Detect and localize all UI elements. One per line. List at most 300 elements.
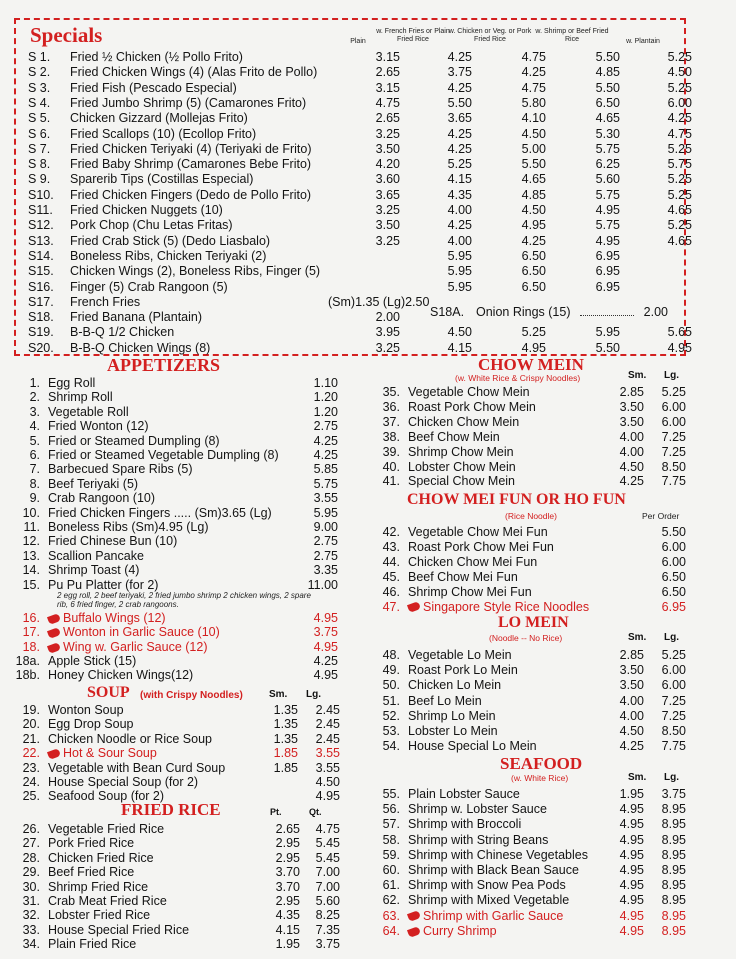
- item-name: [48, 703, 124, 718]
- item-price-sm: 4.25: [619, 739, 644, 754]
- soup-row: [10, 703, 340, 718]
- item-code: 18b.: [15, 668, 40, 683]
- item-code: 17.: [22, 625, 40, 640]
- item-price-price: 3.55: [313, 491, 338, 506]
- item-code: 18a.: [15, 654, 40, 668]
- soup-row: [10, 775, 340, 790]
- soup-subtitle: (with Crispy Noodles): [140, 690, 243, 701]
- item-price-price: 6.50: [661, 569, 686, 584]
- special-price-p2: 4.00: [447, 233, 472, 248]
- seafood-row: [372, 848, 692, 863]
- item-price-sm: 4.00: [619, 444, 644, 459]
- fried-rice-col-pt: Pt.: [270, 807, 282, 817]
- item-price-price: 5.75: [313, 476, 338, 491]
- item-code: 53.: [382, 724, 400, 738]
- lo-mein-row: [372, 648, 692, 663]
- special-price-p5: 5.65: [667, 325, 692, 340]
- special-price-p1: 3.25: [375, 203, 400, 217]
- item-name-text: Shrimp with String Beans: [408, 832, 549, 847]
- lo-mein-row: [372, 663, 692, 678]
- special-price-p5: 4.65: [667, 203, 692, 217]
- item-name-text: Barbecued Spare Ribs (5): [48, 462, 193, 477]
- item-name-text: Shrimp with Mixed Vegetable: [408, 893, 570, 908]
- chow-mein-row: [372, 430, 692, 445]
- item-code: 23.: [22, 760, 40, 775]
- chow-mein-col-sm: Sm.: [628, 370, 647, 381]
- header-fries: w. French Fries or Plain Fried Rice: [376, 28, 450, 43]
- item-name-text: Vegetable Fried Rice: [48, 822, 165, 836]
- appetizer-row: [10, 476, 338, 492]
- item-price-sm: 4.95: [619, 847, 644, 862]
- item-code: 63.: [382, 908, 400, 923]
- special-row: [28, 65, 692, 80]
- item-price-lg: 8.95: [661, 863, 686, 877]
- special-code: S11.: [28, 203, 53, 217]
- item-price-lg: 5.25: [661, 648, 686, 662]
- item-name-text: Fried or Steamed Dumpling (8): [48, 433, 220, 448]
- item-code: 27.: [22, 836, 40, 851]
- special-row: [28, 203, 692, 218]
- item-price-sm: 4.95: [619, 832, 644, 847]
- special-code: S10.: [28, 187, 54, 202]
- special-price-p5: 5.25: [667, 187, 692, 202]
- item-price-pt: 2.95: [275, 894, 300, 908]
- item-code: 14.: [22, 563, 40, 578]
- appetizer-row: [10, 639, 338, 655]
- item-price-lg: 6.00: [661, 663, 686, 678]
- item-code: 11.: [23, 520, 40, 534]
- item-code: 59.: [382, 847, 400, 862]
- item-price-lg: 3.55: [315, 746, 340, 761]
- item-name: [408, 817, 521, 832]
- hot-pepper-icon: [47, 627, 61, 639]
- item-price-sm: 4.25: [619, 474, 644, 489]
- item-price-price: 6.00: [661, 554, 686, 569]
- special-code: S 5.: [28, 111, 51, 126]
- special-code: S 9.: [28, 172, 51, 187]
- item-price-lg: 7.25: [661, 429, 686, 444]
- item-price-lg: 6.00: [661, 678, 686, 693]
- special-name: Fried Chicken Fingers (Dedo de Pollo Frito): [70, 187, 312, 202]
- special-price-p2: 4.00: [447, 203, 472, 217]
- special-code: S13.: [28, 233, 54, 248]
- item-price-qt: 7.00: [315, 865, 340, 880]
- special-price-p2: 5.25: [447, 157, 472, 172]
- item-code: 60.: [382, 863, 400, 877]
- special-price-p4: 4.65: [595, 111, 620, 126]
- item-price-pt: 2.65: [275, 822, 300, 836]
- item-name-text: Wing w. Garlic Sauce (12): [63, 639, 208, 654]
- item-name-text: Fried Wonton (12): [48, 419, 149, 434]
- chow-mein-row: [372, 415, 692, 430]
- special-price-p3: 4.50: [521, 126, 546, 141]
- item-price-lg: 8.95: [661, 847, 686, 862]
- item-name: [48, 506, 272, 521]
- special-price-p2: 4.25: [447, 80, 472, 95]
- item-code: 20.: [22, 717, 40, 732]
- lo-mein-col-sm: Sm.: [628, 632, 647, 643]
- item-name-text: Shrimp w. Lobster Sauce: [408, 802, 547, 817]
- item-name: [408, 878, 566, 893]
- special-name: Fried Chicken Nuggets (10): [70, 203, 223, 217]
- item-code: 24.: [22, 775, 40, 789]
- item-name-text: House Special Soup (for 2): [48, 775, 199, 789]
- appetizer-row: [10, 611, 338, 626]
- item-name: [48, 640, 208, 655]
- soup-row: [10, 731, 340, 747]
- special-price-p2: 5.95: [447, 279, 472, 294]
- special-price-p2: 5.95: [447, 264, 472, 279]
- special-price-p1: 4.75: [375, 95, 400, 110]
- item-name-text: Vegetable Roll: [48, 404, 129, 419]
- item-name: [408, 724, 498, 739]
- chow-mein-subtitle: (w. White Rice & Crispy Noodles): [455, 373, 581, 383]
- item-code: 58.: [382, 832, 400, 847]
- fried-rice-row: [10, 922, 340, 938]
- special-price-p4: 5.75: [595, 218, 620, 233]
- chow-mein-row: [372, 385, 692, 400]
- appetizer-row: [10, 433, 338, 449]
- item-price-price: 4.25: [313, 448, 338, 462]
- seafood-col-sm: Sm.: [628, 772, 647, 783]
- special-price-p5: 4.50: [667, 65, 692, 80]
- special-name: Fried Crab Stick (5) (Dedo Liasbalo): [70, 233, 271, 248]
- item-name: [48, 717, 133, 732]
- item-price-lg: 8.95: [661, 878, 686, 893]
- item-price-sm: 4.95: [619, 893, 644, 908]
- item-code: 55.: [382, 787, 400, 801]
- item-name: [48, 448, 279, 463]
- item-price-pt: 2.95: [275, 850, 300, 865]
- item-code: 47.: [382, 599, 400, 614]
- item-price-sm: 3.50: [619, 414, 644, 429]
- item-price-pt: 3.70: [275, 879, 300, 894]
- special-price-p3: 4.10: [521, 111, 546, 126]
- item-price-price: 2.75: [313, 419, 338, 434]
- item-code: 57.: [382, 817, 400, 832]
- item-price-sm: 2.85: [619, 385, 644, 399]
- soup-title: SOUP: [87, 684, 130, 701]
- item-name: [408, 694, 482, 709]
- soup-row: [10, 760, 340, 776]
- item-name: [48, 865, 134, 880]
- item-code: 8.: [29, 476, 40, 491]
- special-price-p1: 2.65: [375, 111, 400, 126]
- item-price-price: 1.20: [313, 404, 338, 419]
- item-name-text: Honey Chicken Wings(12): [48, 668, 194, 683]
- chow-mei-fun-row: [372, 540, 692, 555]
- special-name: Fried Banana (Plantain): [70, 310, 203, 325]
- item-name: [408, 445, 514, 460]
- item-name: [48, 390, 113, 405]
- seafood-row: [372, 924, 692, 939]
- item-name: [48, 434, 220, 449]
- appetizer-row: [10, 491, 338, 506]
- item-code: 1.: [29, 376, 40, 390]
- hot-pepper-icon: [407, 926, 421, 938]
- special-price-p5: 5.25: [667, 172, 692, 187]
- item-price-qt: 3.75: [315, 937, 340, 952]
- special-name: Finger (5) Crab Rangoon (5): [70, 279, 228, 294]
- special-name: Fried Fish (Pescado Especial): [70, 80, 237, 95]
- item-name: [408, 739, 537, 754]
- item-name-text: Apple Stick (15): [48, 654, 137, 668]
- item-name-text: Lobster Lo Mein: [408, 724, 498, 738]
- item-price-lg: 6.00: [661, 399, 686, 414]
- special-price-p4: 4.85: [595, 65, 620, 80]
- item-name: [48, 534, 177, 549]
- chow-mei-fun-row: [372, 600, 692, 615]
- item-name-text: Fried Chicken Fingers ..... (Sm)3.65 (Lg): [48, 505, 272, 520]
- special-code: S 7.: [28, 141, 51, 156]
- lo-mein-col-lg: Lg.: [664, 632, 679, 643]
- special-price-p1: 4.20: [375, 157, 400, 172]
- item-price-price: 1.20: [313, 390, 338, 405]
- header-shrimp-beef: w. Shrimp or Beef Fried Rice: [535, 28, 609, 43]
- special-row: [28, 172, 692, 187]
- item-name: [48, 851, 154, 866]
- item-name: [408, 474, 515, 489]
- item-code: 4.: [29, 419, 40, 434]
- special-code: S 1.: [28, 50, 51, 64]
- item-name: [48, 746, 157, 761]
- item-name: [408, 678, 501, 693]
- item-price-sm: 4.00: [619, 693, 644, 708]
- item-price-sm: 1.85: [273, 760, 298, 775]
- item-price-qt: 5.45: [315, 850, 340, 865]
- chow-mein-row: [372, 445, 692, 460]
- chow-mein-row: [372, 474, 692, 489]
- item-name-text: House Special Lo Mein: [408, 739, 537, 754]
- item-name-text: Roast Pork Chow Mein: [408, 399, 536, 414]
- special-price-p2: 4.25: [447, 50, 472, 64]
- lo-mein-row: [372, 709, 692, 724]
- special-price-p5: 5.25: [667, 50, 692, 64]
- special-price-p1: 2.00: [375, 310, 400, 325]
- item-name-text: Wonton Soup: [48, 703, 124, 717]
- item-price-lg: 8.95: [661, 802, 686, 817]
- item-name-text: Vegetable Lo Mein: [408, 648, 512, 662]
- item-price-lg: 4.50: [315, 775, 340, 789]
- item-price-pt: 2.95: [275, 836, 300, 851]
- special-price-p3: 4.65: [521, 172, 546, 187]
- item-price-sm: 4.95: [619, 817, 644, 832]
- item-code: 42.: [382, 525, 400, 539]
- special-price-p5: 4.75: [667, 126, 692, 141]
- item-name: [408, 415, 519, 430]
- special-name: Boneless Ribs, Chicken Teriyaki (2): [70, 248, 267, 263]
- item-name-text: Beef Chow Mein: [408, 429, 500, 444]
- item-price-price: 3.35: [313, 563, 338, 578]
- item-name: [48, 491, 155, 506]
- special-row: [28, 218, 692, 233]
- item-name: [408, 893, 569, 908]
- item-code: 64.: [382, 923, 400, 938]
- item-code: 28.: [22, 850, 40, 865]
- lo-mein-row: [372, 724, 692, 739]
- special-price-p1: 3.50: [375, 218, 400, 233]
- item-code: 9.: [29, 491, 40, 506]
- special-price-p4: 6.95: [595, 264, 620, 279]
- item-name-text: Shrimp Chow Mei Fun: [408, 584, 532, 599]
- item-price-price: 5.95: [313, 505, 338, 520]
- item-price-sm: 4.95: [619, 863, 644, 877]
- item-code: 40.: [382, 459, 400, 474]
- item-name: [408, 848, 588, 863]
- item-name-text: Hot & Sour Soup: [63, 746, 157, 761]
- item-code: 51.: [382, 693, 400, 708]
- special-price-p3: 4.95: [521, 218, 546, 233]
- hot-pepper-icon: [47, 748, 61, 760]
- item-price-sm: 3.50: [619, 399, 644, 414]
- special-row-s18a: [430, 305, 670, 320]
- seafood-row: [372, 817, 692, 832]
- chow-mei-fun-row: [372, 585, 692, 600]
- special-price-p4: 5.50: [595, 80, 620, 95]
- lo-mein-row: [372, 694, 692, 709]
- special-price-p2: 4.25: [447, 218, 472, 233]
- item-name: [48, 654, 136, 669]
- specials-title: Specials: [30, 23, 103, 47]
- item-code: 62.: [382, 893, 400, 908]
- special-code: S17.: [28, 294, 54, 309]
- special-price-p3: 5.00: [521, 141, 546, 156]
- item-name-text: Egg Drop Soup: [48, 717, 134, 732]
- special-row: [28, 157, 692, 172]
- item-price-price: 4.95: [313, 668, 338, 683]
- item-price-lg: 3.75: [661, 787, 686, 801]
- appetizer-row: [10, 563, 338, 578]
- special-price: 2.00: [643, 305, 668, 319]
- item-name-text: Fried Chinese Bun (10): [48, 534, 178, 549]
- item-code: 30.: [22, 879, 40, 894]
- item-name-text: Scallion Pancake: [48, 548, 144, 563]
- soup-col-sm: Sm.: [269, 689, 288, 700]
- chow-mein-row: [372, 400, 692, 415]
- appetizer-row: [10, 668, 338, 683]
- special-price-p1: 3.25: [375, 340, 400, 355]
- item-name-text: Beef Chow Mei Fun: [408, 569, 518, 584]
- special-price-p5: 5.25: [667, 80, 692, 95]
- special-name: Chicken Gizzard (Mollejas Frito): [70, 111, 248, 126]
- seafood-row: [372, 893, 692, 908]
- special-price-p3: 5.50: [521, 157, 546, 172]
- item-price-price: 4.95: [313, 639, 338, 654]
- item-name: [48, 836, 134, 851]
- item-code: 34.: [22, 937, 40, 952]
- item-name-text: Singapore Style Rice Noodles: [423, 599, 590, 614]
- special-price-p2: 5.50: [447, 95, 472, 110]
- item-code: 38.: [382, 429, 400, 444]
- item-code: 49.: [382, 663, 400, 678]
- item-name-text: Curry Shrimp: [423, 923, 497, 938]
- item-name: [408, 833, 548, 848]
- appetizer-row: [10, 419, 338, 434]
- special-row: [28, 264, 668, 279]
- item-name: [408, 460, 516, 475]
- special-name: Fried ½ Chicken (½ Pollo Frito): [70, 50, 243, 64]
- special-price-p1: 3.25: [375, 233, 400, 248]
- item-name: [408, 385, 530, 400]
- item-name: [408, 585, 532, 600]
- item-name-text: Plain Lobster Sauce: [408, 787, 520, 801]
- special-name: Fried Chicken Teriyaki (4) (Teriyaki de Frito): [70, 141, 312, 156]
- special-price-p4: 6.25: [595, 157, 620, 172]
- item-name-text: Chicken Noodle or Rice Soup: [48, 731, 212, 746]
- item-code: 22.: [22, 746, 40, 761]
- special-price-p1: 3.65: [375, 187, 400, 202]
- item-name: [48, 419, 149, 434]
- item-name: [408, 570, 518, 585]
- chow-mei-fun-col: Per Order: [642, 511, 680, 521]
- chow-mein-row: [372, 460, 692, 475]
- item-code: 26.: [22, 822, 40, 836]
- item-price-lg: 2.45: [315, 731, 340, 746]
- lo-mein-subtitle: (Noodle -- No Rice): [489, 633, 563, 643]
- item-name: [48, 880, 148, 895]
- special-price-p2: 4.15: [447, 340, 472, 355]
- item-name-text: Chicken Chow Mei Fun: [408, 554, 538, 569]
- item-price-price: 4.25: [313, 654, 338, 668]
- soup-col-lg: Lg.: [306, 689, 321, 700]
- special-price-p1: 3.95: [375, 325, 400, 340]
- item-price-lg: 8.50: [661, 459, 686, 474]
- chow-mei-fun-row: [372, 555, 692, 570]
- special-price-p5: 5.25: [667, 218, 692, 233]
- special-code: S20.: [28, 340, 54, 355]
- item-name: [408, 525, 548, 540]
- item-price-qt: 8.25: [315, 908, 340, 923]
- item-price-sm: 1.85: [273, 746, 298, 761]
- item-price-sm: 4.50: [619, 459, 644, 474]
- item-name-text: Fried or Steamed Vegetable Dumpling (8): [48, 448, 279, 462]
- item-name-text: Plain Fried Rice: [48, 937, 137, 952]
- item-price-sm: 1.35: [273, 717, 298, 732]
- special-name: B-B-Q Chicken Wings (8): [70, 340, 211, 355]
- item-price-sm: 3.50: [619, 678, 644, 693]
- item-price-price: 2.75: [313, 548, 338, 563]
- item-name: [48, 462, 193, 477]
- item-code: 44.: [382, 554, 400, 569]
- special-code: S 4.: [28, 95, 51, 110]
- item-price-price: 5.85: [313, 462, 338, 477]
- special-price-p3: 6.50: [521, 264, 546, 279]
- special-price-p1: 3.25: [375, 126, 400, 141]
- fried-rice-row: [10, 865, 340, 880]
- special-price-p4: 4.95: [595, 233, 620, 248]
- item-price-pt: 3.70: [275, 865, 300, 880]
- soup-row: [10, 717, 340, 732]
- item-name-text: Vegetable Chow Mei Fun: [408, 525, 548, 539]
- special-code: S18.: [28, 310, 54, 325]
- hot-pepper-icon: [47, 613, 61, 625]
- item-name: [408, 540, 554, 555]
- appetizer-row: [10, 520, 338, 535]
- appetizer-row: [10, 505, 338, 521]
- item-code: 21.: [22, 731, 40, 746]
- special-price-p2: 4.25: [447, 141, 472, 156]
- item-price-lg: 2.45: [315, 717, 340, 732]
- item-price-price: 6.00: [661, 539, 686, 554]
- item-name: [408, 663, 518, 678]
- item-name-text: Shrimp with Garlic Sauce: [423, 908, 564, 923]
- item-code: 43.: [382, 539, 400, 554]
- item-name: [48, 761, 225, 776]
- item-price-qt: 4.75: [315, 822, 340, 836]
- item-price-sm: 4.00: [619, 708, 644, 723]
- special-row: [28, 187, 692, 203]
- special-row: [28, 233, 692, 249]
